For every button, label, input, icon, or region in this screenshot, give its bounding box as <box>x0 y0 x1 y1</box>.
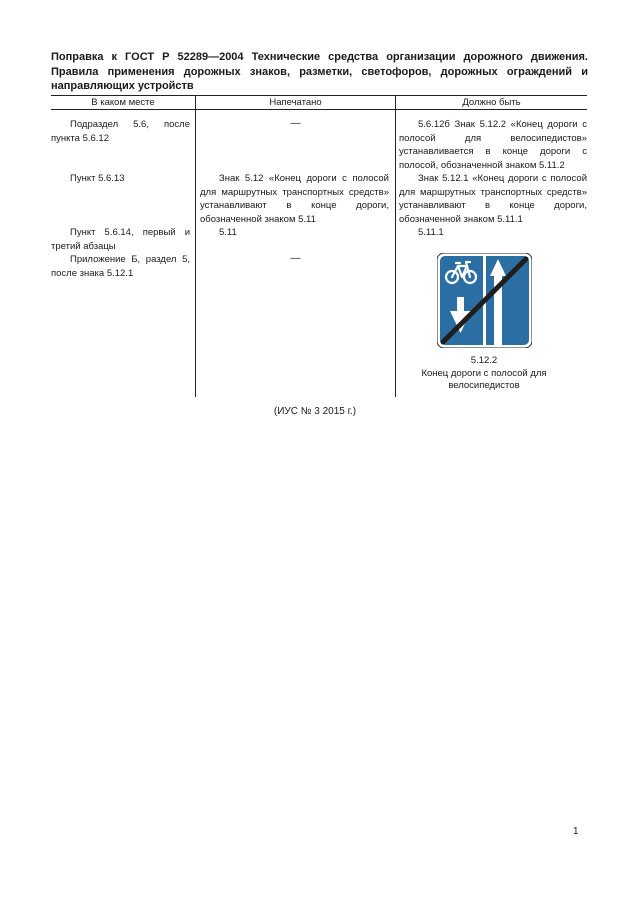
header-printed: Напечатано <box>269 97 322 108</box>
row-4-printed-dash: — <box>290 253 301 264</box>
row-1-place-text: Подраздел 5.6, после пункта 5.6.12 <box>51 119 190 144</box>
header-place: В каком месте <box>91 97 155 108</box>
row-2-should-be-text: Знак 5.12.1 «Конец дороги с полосой для маршрутных транспортных средств» устанавливают в конце дороги, обозначенной знаком 5.11.1 <box>399 173 587 225</box>
document-title: Поправка к ГОСТ Р 52289—2004 Технические средства организации дорожного движения. Правила применения дорожных знаков, разметки, светофоров, дорожных ограждений и направляющих устройств <box>51 51 588 92</box>
row-3-should-be-text: 5.11.1 <box>418 227 444 238</box>
table-row-1-place <box>51 118 190 145</box>
row-1-should-be-text: 5.6.12б Знак 5.12.2 «Конец дороги с полосой для велосипедистов» устанавливается в конце дороги с полосой, обозначенной знаком 5.11.2 <box>399 119 587 171</box>
sign-number: 5.12.2 <box>470 355 498 366</box>
sign-caption <box>405 355 563 393</box>
table-row-3-printed <box>200 226 389 240</box>
column-divider-1 <box>195 95 196 397</box>
row-3-printed-text: 5.11 <box>219 227 237 238</box>
sign-name: Конец дороги с полосой для велосипедистов <box>421 367 547 391</box>
footer-reference: (ИУС № 3 2015 г.) <box>273 406 357 417</box>
table-row-1-should-be <box>399 118 587 172</box>
header-should-be: Должно быть <box>462 97 521 108</box>
row-3-place-text: Пункт 5.6.14, первый и третий абзацы <box>51 227 190 252</box>
row-2-printed-text: Знак 5.12 «Конец дороги с полосой для маршрутных транспортных средств» устанавливают в конце дороги, обозначенной знаком 5.11 <box>200 173 389 225</box>
page-number: 1 <box>573 826 579 837</box>
table-row-2-printed <box>200 172 389 226</box>
table-top-rule <box>51 95 587 96</box>
table-header-rule <box>51 109 587 110</box>
row-2-place-text: Пункт 5.6.13 <box>70 173 125 184</box>
table-row-4-place <box>51 253 190 280</box>
column-divider-2 <box>395 95 396 397</box>
table-row-3-should-be <box>399 226 587 240</box>
table-row-2-place <box>51 172 190 186</box>
row-1-printed-dash: — <box>290 118 301 129</box>
table-row-2-should-be <box>399 172 587 226</box>
row-4-place-text: Приложение Б, раздел 5, после знака 5.12.1 <box>51 254 190 279</box>
road-end-bicycle-lane-sign-icon <box>437 253 532 348</box>
table-row-3-place <box>51 226 190 253</box>
